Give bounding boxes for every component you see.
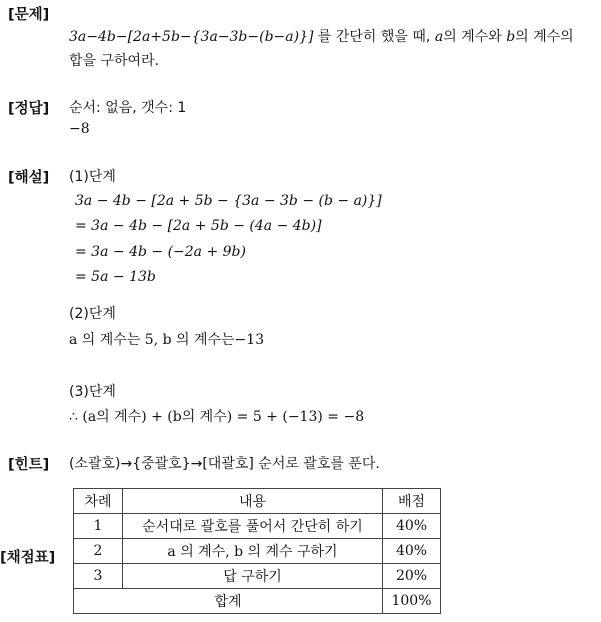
rubric-row-content: 답 구하기 <box>123 564 383 589</box>
rubric-total-score: 100% <box>383 589 441 614</box>
rubric-row-order: 2 <box>74 539 123 564</box>
step1-title: (1)단계 <box>69 169 116 185</box>
rubric-row-content: 순서대로 괄호를 풀어서 간단히 하기 <box>123 514 383 539</box>
table-row <box>74 539 441 564</box>
step1-line-4: = 5a − 13b <box>75 269 156 285</box>
problem-var-a: a <box>434 29 444 45</box>
rubric-row-score: 40% <box>383 539 441 564</box>
rubric-header-order: 차례 <box>74 489 123 514</box>
rubric-header-content: 내용 <box>123 489 383 514</box>
answer-label: [정답] <box>8 101 50 117</box>
problem-expression: 3a−4b−[2a+5b−{3a−3b−(b−a)}] <box>69 29 314 45</box>
rubric-header-score: 배점 <box>383 489 441 514</box>
step3-title: (3)단계 <box>69 384 116 400</box>
rubric-row-order: 1 <box>74 514 123 539</box>
problem-label: [문제] <box>8 7 50 23</box>
step1-line-3: = 3a − 4b − (−2a + 9b) <box>75 244 246 260</box>
step2-line: a 의 계수는 5, b 의 계수는−13 <box>69 332 265 348</box>
rubric-row-order: 3 <box>74 564 123 589</box>
rubric-total-row <box>74 589 441 614</box>
table-row <box>74 564 441 589</box>
rubric-label: [채점표] <box>0 550 56 566</box>
step1-line-1: 3a − 4b − [2a + 5b − {3a − 3b − (b − a)}] <box>75 193 382 209</box>
problem-text-3: 의 계수의 <box>515 29 574 45</box>
rubric-row-score: 20% <box>383 564 441 589</box>
step1-line-2: = 3a − 4b − [2a + 5b − (4a − 4b)] <box>75 218 322 234</box>
rubric-total-label: 합계 <box>74 589 383 614</box>
problem-var-b: b <box>506 29 516 45</box>
problem-text-1: 를 간단히 했을 때, <box>317 29 431 45</box>
answer-meta: 순서: 없음, 갯수: 1 <box>69 100 187 116</box>
step3-line: ∴ (a의 계수) + (b의 계수) = 5 + (−13) = −8 <box>69 409 365 425</box>
problem-statement <box>69 26 574 46</box>
problem-statement-line2: 합을 구하여라. <box>69 53 160 69</box>
rubric-row-content: a 의 계수, b 의 계수 구하기 <box>123 539 383 564</box>
problem-text-2: 의 계수와 <box>443 29 502 45</box>
rubric-header-row <box>74 489 441 514</box>
table-row <box>74 514 441 539</box>
answer-value: −8 <box>69 121 90 137</box>
solution-label: [해설] <box>8 170 50 186</box>
rubric-row-score: 40% <box>383 514 441 539</box>
hint-label: [힌트] <box>8 457 50 473</box>
step2-title: (2)단계 <box>69 306 116 322</box>
rubric-table <box>73 488 441 614</box>
hint-text: (소괄호)→{중괄호}→[대괄호] 순서로 괄호를 푼다. <box>69 456 380 472</box>
